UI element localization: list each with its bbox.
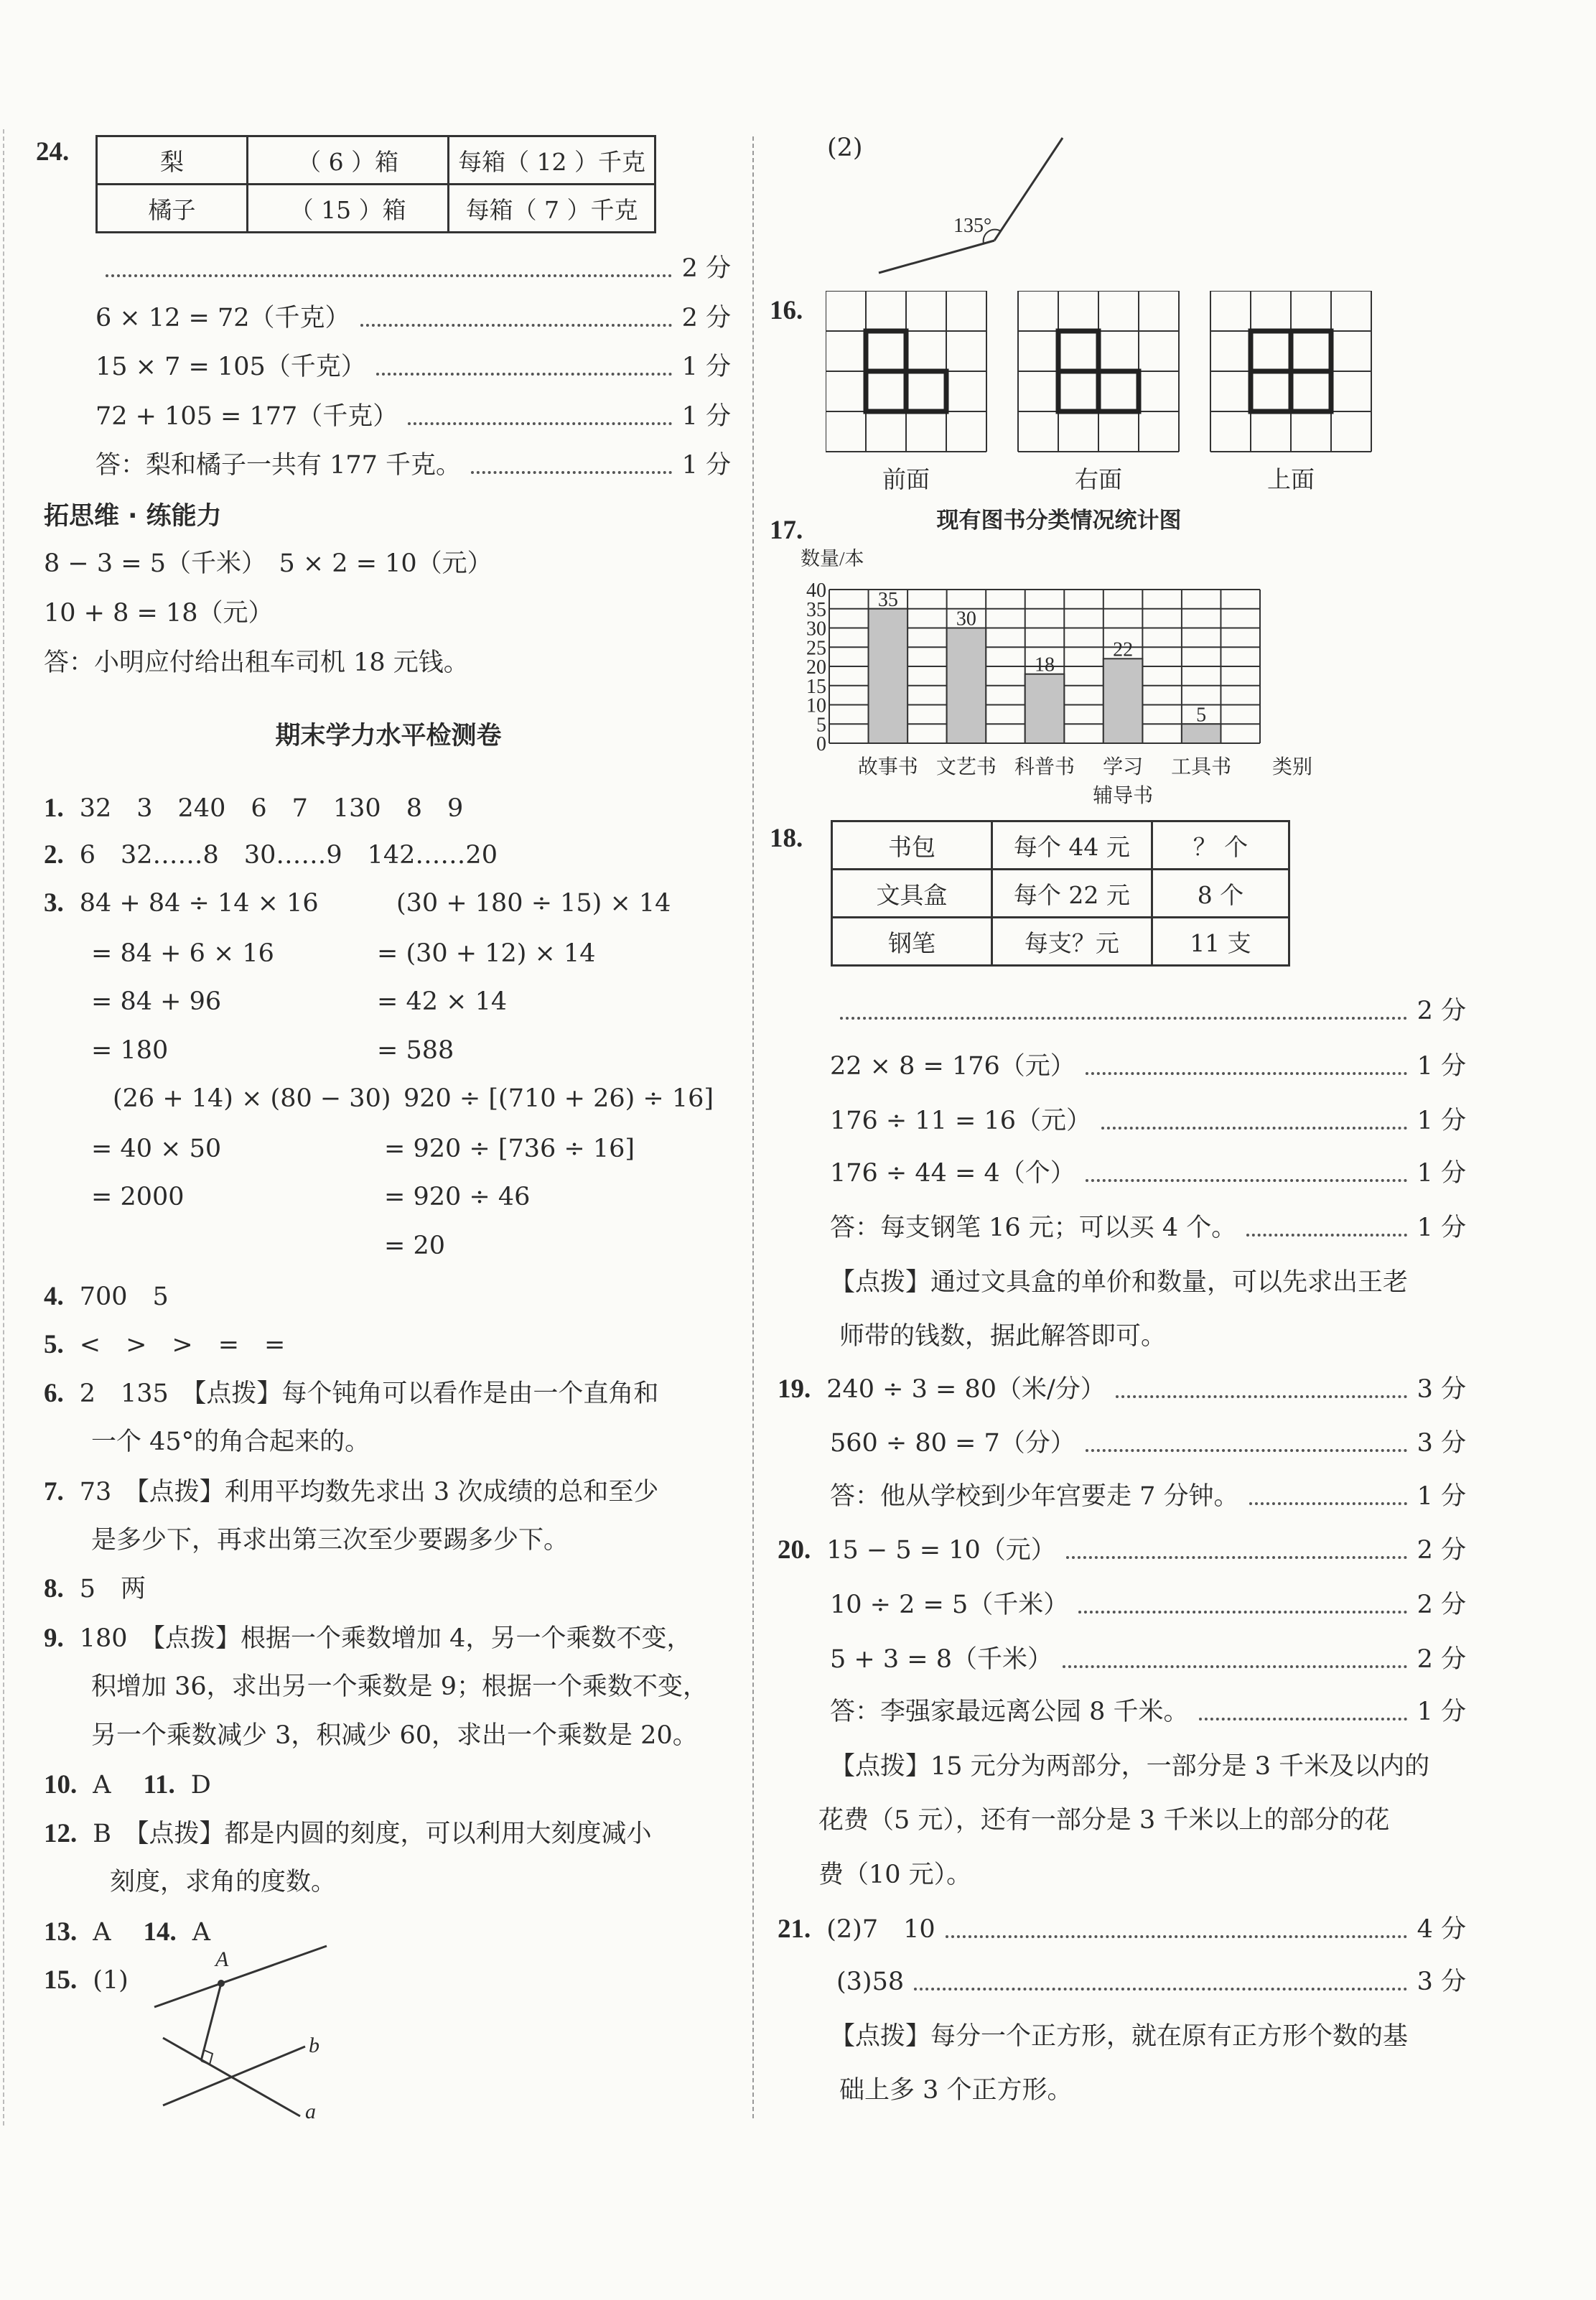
- score-points: 2 分: [681, 304, 731, 332]
- angle-ray-1: [879, 241, 994, 273]
- answer-text: 84 + 84 ÷ 14 × 16: [79, 889, 319, 918]
- answer-text: 22 × 8 = 176（元）: [830, 1052, 1075, 1081]
- dotted-leader: [1063, 1665, 1407, 1668]
- scored-answer-line: [830, 1644, 1466, 1675]
- dotted-leader: [376, 373, 672, 376]
- q24-table: [95, 135, 656, 233]
- table-cell: 钢笔: [832, 918, 992, 966]
- answer-text: 73 【点拨】利用平均数先求出 3 次成绩的总和至少: [79, 1478, 659, 1507]
- question-number: 13.: [44, 1917, 78, 1947]
- answer-text: = 42 × 14: [377, 987, 508, 1016]
- score-points: 3 分: [1417, 1429, 1466, 1458]
- question-number: 9.: [44, 1624, 64, 1653]
- question-number: 14.: [143, 1917, 177, 1947]
- table-row: [832, 870, 1289, 918]
- scored-answer-line: [830, 1696, 1466, 1728]
- answer-line: [110, 1866, 336, 1898]
- answer-text: 176 ÷ 11 = 16（元）: [830, 1107, 1092, 1135]
- scored-answer-line: [830, 995, 1466, 1027]
- dotted-leader: [1086, 1179, 1407, 1182]
- answer-text: 15 × 7 = 105（千克）: [95, 353, 366, 381]
- y-tick-label: 20: [806, 656, 826, 679]
- table-row: [97, 136, 655, 185]
- answer-text: 答：每支钢笔 16 元；可以买 4 个。: [830, 1214, 1237, 1242]
- bar: [1025, 674, 1065, 743]
- answer-line: [113, 1083, 391, 1114]
- answer-line: [44, 1818, 651, 1850]
- question-number: 3.: [44, 888, 64, 918]
- answer-text: = 920 ÷ [736 ÷ 16]: [384, 1135, 635, 1163]
- view-square: [866, 371, 906, 411]
- y-tick-label: 0: [816, 733, 826, 755]
- x-axis-label: 类别: [1271, 756, 1313, 778]
- x-tick-label: 文艺书: [935, 756, 997, 778]
- view-square: [1058, 371, 1098, 411]
- table-cell: （ 6 ）箱: [248, 136, 449, 185]
- bar-value-label: 22: [1113, 638, 1134, 661]
- answer-line: [44, 1917, 210, 1948]
- answer-line: [818, 1805, 1389, 1836]
- y-tick-label: 35: [806, 598, 826, 621]
- answer-text: 【点拨】每分一个正方形，就在原有正方形个数的基: [830, 2022, 1409, 2051]
- perpendicular-line: [201, 1983, 221, 2061]
- scored-answer-line: [836, 1966, 1466, 1998]
- scored-answer-line: [778, 1374, 1466, 1405]
- question-number: 19.: [778, 1374, 811, 1404]
- scored-answer-line: [95, 351, 731, 383]
- answer-text: 答：他从学校到少年宫要走 7 分钟。: [830, 1482, 1239, 1511]
- question-number: 11.: [143, 1770, 175, 1800]
- answer-text: = 588: [377, 1036, 454, 1065]
- answer-text: 一个 45°的角合起来的。: [91, 1428, 370, 1456]
- question-number: 20.: [778, 1535, 811, 1565]
- scored-answer-line: [830, 1051, 1466, 1082]
- answer-text: = 84 + 96: [91, 987, 222, 1016]
- table-cell: （ 15 ）箱: [248, 185, 449, 233]
- answer-line: [830, 2021, 1408, 2052]
- answer-line: [44, 1573, 146, 1605]
- answer-line: [44, 597, 274, 629]
- line-a-label: a: [305, 2100, 316, 2123]
- answer-text: (1): [93, 1966, 129, 1995]
- line-through-a: [154, 1946, 327, 2007]
- dotted-leader: [914, 1988, 1406, 1991]
- score-points: 4 分: [1417, 1915, 1466, 1944]
- table-cell: 每支？元: [991, 918, 1152, 966]
- answer-line: [44, 1476, 658, 1508]
- answer-line: [91, 938, 274, 969]
- answer-text: 【点拨】15 元分为两部分，一部分是 3 千米及以内的: [830, 1752, 1430, 1781]
- table-cell: 梨: [97, 136, 248, 185]
- score-points: 2 分: [681, 254, 731, 283]
- answer-text: 师带的钱数，据此解答即可。: [839, 1322, 1167, 1351]
- answer-text: 刻度，求角的度数。: [110, 1868, 337, 1896]
- score-points: 2 分: [1417, 997, 1466, 1025]
- q15-part2-label: (2): [827, 134, 863, 162]
- answer-line: [44, 839, 498, 871]
- dotted-leader: [360, 324, 672, 327]
- score-points: 1 分: [681, 451, 731, 480]
- question-number: 10.: [44, 1770, 78, 1800]
- answer-line: [396, 888, 671, 919]
- question-number: 21.: [778, 1914, 811, 1944]
- y-axis-label: 数量/本: [801, 548, 864, 569]
- scored-answer-line: [830, 1158, 1466, 1189]
- answer-line: [384, 1133, 635, 1165]
- table-cell: 每箱（ 12 ）千克: [449, 136, 655, 185]
- bar: [869, 609, 908, 743]
- answer-text: = 2000: [91, 1183, 185, 1211]
- scored-answer-line: [95, 401, 731, 432]
- page-edge-line: [3, 129, 4, 2126]
- dotted-leader: [1066, 1556, 1407, 1559]
- answer-text: (3)58: [836, 1968, 905, 1996]
- answer-line: [44, 1623, 691, 1654]
- answer-line: [91, 1133, 221, 1165]
- answer-text: 6 × 12 = 72（千克）: [95, 304, 350, 332]
- q18-table: [831, 820, 1290, 967]
- answer-line: [91, 986, 221, 1018]
- answer-text: 答：梨和橘子一共有 177 千克。: [95, 451, 462, 480]
- question-16-number: 16.: [770, 296, 803, 325]
- answer-text: = 180: [91, 1036, 169, 1065]
- answer-text: 答：小明应付给出租车司机 18 元钱。: [44, 648, 469, 677]
- exam-title: 期末学力水平检测卷: [275, 722, 502, 750]
- y-tick-label: 25: [806, 637, 826, 660]
- table-cell: 每个 44 元: [991, 821, 1152, 870]
- question-18-number: 18.: [770, 824, 803, 853]
- answer-text: 答：李强家最远离公园 8 千米。: [830, 1698, 1189, 1726]
- answer-text: 920 ÷ [(710 + 26) ÷ 16]: [403, 1084, 714, 1113]
- answer-text: 560 ÷ 80 = 7（分）: [830, 1429, 1075, 1458]
- answer-line: [91, 1181, 185, 1213]
- x-tick-label: 辅导书: [1093, 785, 1154, 807]
- q15-angle-diagram: [869, 129, 1084, 280]
- table-cell: 每箱（ 7 ）千克: [449, 185, 655, 233]
- q16-three-views: [826, 291, 1386, 506]
- answer-line: [44, 647, 469, 679]
- column-divider: [752, 136, 754, 2118]
- score-points: 1 分: [1417, 1214, 1466, 1242]
- y-tick-label: 40: [806, 579, 826, 602]
- answer-line: [830, 1751, 1429, 1782]
- table-cell: 文具盒: [832, 870, 992, 918]
- bar: [1182, 724, 1221, 743]
- answer-text: = 40 × 50: [91, 1135, 222, 1163]
- answer-line: [44, 1378, 658, 1410]
- question-number: 12.: [44, 1819, 78, 1848]
- answer-line: [91, 1524, 569, 1556]
- answer-text: A: [192, 1918, 211, 1947]
- score-points: 1 分: [1417, 1107, 1466, 1135]
- answer-line: [91, 1720, 698, 1751]
- scored-answer-line: [830, 1212, 1466, 1244]
- table-cell: 8 个: [1152, 870, 1289, 918]
- question-number: 4.: [44, 1282, 64, 1311]
- book-category-bar-chart: [790, 506, 1364, 808]
- bar-value-label: 5: [1196, 704, 1207, 727]
- answer-text: = 84 + 6 × 16: [91, 939, 274, 968]
- table-cell: 橘子: [97, 185, 248, 233]
- answer-text: = 20: [384, 1232, 445, 1260]
- dotted-leader: [408, 422, 671, 425]
- answer-line: [91, 1035, 168, 1066]
- answer-text: 180 【点拨】根据一个乘数增加 4，另一个乘数不变，: [79, 1624, 692, 1653]
- dotted-leader: [1101, 1127, 1407, 1130]
- table-cell: 每个 22 元: [991, 870, 1152, 918]
- answer-line: [377, 1035, 454, 1066]
- view-square: [866, 331, 906, 371]
- x-tick-label: 工具书: [1171, 756, 1232, 778]
- answer-line: [818, 1859, 971, 1891]
- scored-answer-line: [778, 1535, 1466, 1566]
- chart-title: 现有图书分类情况统计图: [936, 508, 1182, 534]
- answer-text: 拓思维 · 练能力: [44, 502, 222, 531]
- answer-line: [44, 1281, 169, 1313]
- dotted-leader: [1116, 1395, 1407, 1398]
- scored-answer-line: [95, 302, 731, 334]
- view-square: [1291, 331, 1331, 371]
- answer-text: A: [93, 1918, 136, 1947]
- table-row: [832, 821, 1289, 870]
- answer-text: 2 135 【点拨】每个钝角可以看作是由一个直角和: [79, 1379, 659, 1408]
- score-points: 1 分: [1417, 1482, 1466, 1511]
- y-tick-label: 10: [806, 694, 826, 717]
- x-tick-label: 科普书: [1014, 756, 1075, 778]
- answer-text: 72 + 105 = 177（千克）: [95, 402, 398, 431]
- answer-line: [403, 1083, 714, 1114]
- score-points: 1 分: [1417, 1159, 1466, 1188]
- answer-text: 176 ÷ 44 = 4（个）: [830, 1159, 1075, 1188]
- view-square: [1251, 371, 1291, 411]
- score-points: 1 分: [681, 353, 731, 381]
- y-tick-label: 5: [816, 714, 826, 737]
- answer-text: 5 + 3 = 8（千米）: [830, 1645, 1053, 1674]
- question-number: 5.: [44, 1330, 64, 1359]
- answer-text: 6 32……8 30……9 142……20: [79, 841, 498, 870]
- answer-line: [839, 2075, 1073, 2106]
- scored-answer-line: [778, 1914, 1466, 1945]
- bar-value-label: 18: [1035, 653, 1055, 676]
- answer-text: 8 − 3 = 5（千米） 5 × 2 = 10（元）: [44, 549, 493, 578]
- answer-text: 5 两: [79, 1575, 146, 1603]
- line-b: [163, 2047, 305, 2105]
- answer-text: 32 3 240 6 7 130 8 9: [79, 794, 464, 823]
- answer-text: = (30 + 12) × 14: [377, 939, 596, 968]
- bar-value-label: 30: [956, 607, 976, 630]
- table-row: [97, 185, 655, 233]
- bar: [1103, 658, 1143, 743]
- answer-line: [377, 986, 507, 1018]
- question-number: 15.: [44, 1965, 78, 1995]
- answer-text: 10 ÷ 2 = 5（千米）: [830, 1591, 1069, 1619]
- angle-label: 135°: [953, 215, 992, 237]
- question-number: 8.: [44, 1574, 64, 1603]
- answer-text: (2)7 10: [826, 1915, 935, 1944]
- answer-text: A: [93, 1771, 136, 1800]
- table-row: [832, 918, 1289, 966]
- question-number: 2.: [44, 840, 64, 870]
- point-a-label: A: [215, 1947, 229, 1971]
- dotted-leader: [1199, 1718, 1407, 1721]
- answer-line: [377, 938, 596, 969]
- angle-ray-2: [994, 138, 1063, 241]
- answer-text: D: [190, 1771, 211, 1800]
- answer-text: 700 5: [79, 1282, 169, 1311]
- score-points: 2 分: [1417, 1645, 1466, 1674]
- answer-text: 15 − 5 = 10（元）: [826, 1536, 1056, 1565]
- answer-text: 础上多 3 个正方形。: [839, 2076, 1073, 2105]
- answer-line: [839, 1321, 1166, 1352]
- score-points: 1 分: [1417, 1698, 1466, 1726]
- view-label: 前面: [882, 467, 930, 493]
- scored-answer-line: [830, 1105, 1466, 1137]
- answer-text: 是多少下，再求出第三次至少要踢多少下。: [91, 1526, 569, 1555]
- answer-line: [44, 1965, 129, 1996]
- score-points: 1 分: [1417, 1052, 1466, 1081]
- answer-text: 10 + 8 = 18（元）: [44, 599, 274, 628]
- answer-text: (26 + 14) × (80 − 30): [113, 1084, 391, 1113]
- dotted-leader: [946, 1935, 1407, 1938]
- q15-parallel-lines-diagram: [144, 1939, 373, 2126]
- question-17-number: 17.: [770, 516, 803, 545]
- view-square: [906, 371, 946, 411]
- answer-text: B 【点拨】都是内圆的刻度，可以利用大刻度减小: [93, 1820, 652, 1848]
- answer-text: 【点拨】通过文具盒的单价和数量，可以先求出王老: [830, 1268, 1409, 1297]
- answer-line: [44, 548, 493, 579]
- view-square: [1098, 371, 1139, 411]
- score-points: 1 分: [681, 402, 731, 431]
- view-label: 右面: [1075, 467, 1122, 493]
- score-points: 3 分: [1417, 1375, 1466, 1404]
- view-square: [1291, 371, 1331, 411]
- answer-line: [44, 1329, 285, 1361]
- x-tick-label: 学习: [1103, 756, 1144, 778]
- question-24-number: 24.: [36, 137, 70, 167]
- dotted-leader: [471, 471, 672, 474]
- y-tick-label: 15: [806, 675, 826, 698]
- line-b-label: b: [309, 2034, 319, 2057]
- answer-line: [44, 500, 222, 532]
- scored-answer-line: [95, 450, 731, 481]
- answer-line: [44, 793, 463, 824]
- scored-answer-line: [830, 1589, 1466, 1621]
- dotted-leader: [106, 274, 672, 277]
- question-number: 7.: [44, 1477, 64, 1507]
- answer-line: [91, 1671, 708, 1703]
- answer-text: 花费（5 元），还有一部分是 3 千米以上的部分的花: [818, 1806, 1390, 1835]
- score-points: 2 分: [1417, 1536, 1466, 1565]
- view-label: 上面: [1267, 467, 1315, 493]
- table-cell: 11 支: [1152, 918, 1289, 966]
- table-cell: 书包: [832, 821, 992, 870]
- answer-text: 另一个乘数减少 3，积减少 60，求出一个乘数是 20。: [91, 1721, 698, 1750]
- answer-line: [830, 1267, 1408, 1298]
- answer-line: [384, 1230, 445, 1262]
- answer-line: [384, 1181, 530, 1213]
- x-tick-label: 故事书: [857, 756, 918, 778]
- dotted-leader: [840, 1017, 1407, 1020]
- scored-answer-line: [830, 1428, 1466, 1459]
- scored-answer-line: [95, 253, 731, 284]
- view-square: [1058, 331, 1098, 371]
- answer-text: = 920 ÷ 46: [384, 1183, 531, 1211]
- score-points: 3 分: [1417, 1968, 1466, 1996]
- dotted-leader: [1249, 1502, 1407, 1505]
- question-number: 6.: [44, 1379, 64, 1408]
- table-cell: ？ 个: [1152, 821, 1289, 870]
- answer-text: 积增加 36，求出另一个乘数是 9；根据一个乘数不变，: [91, 1672, 709, 1701]
- dotted-leader: [1246, 1234, 1406, 1237]
- answer-text: 240 ÷ 3 = 80（米/分）: [826, 1375, 1106, 1404]
- answer-text: (30 + 180 ÷ 15) × 14: [396, 889, 671, 918]
- y-tick-label: 30: [806, 618, 826, 641]
- answer-text: < > > = =: [79, 1331, 286, 1359]
- dotted-leader: [1086, 1072, 1407, 1075]
- answer-text: 费（10 元）。: [818, 1861, 972, 1889]
- view-square: [1251, 331, 1291, 371]
- dotted-leader: [1086, 1449, 1407, 1452]
- score-points: 2 分: [1417, 1591, 1466, 1619]
- answer-line: [44, 1769, 211, 1801]
- answer-line: [44, 888, 319, 919]
- dotted-leader: [1078, 1611, 1406, 1614]
- scored-answer-line: [830, 1481, 1466, 1512]
- question-number: 1.: [44, 793, 64, 823]
- bar: [947, 628, 986, 744]
- bar-value-label: 35: [877, 588, 898, 611]
- answer-line: [91, 1426, 370, 1458]
